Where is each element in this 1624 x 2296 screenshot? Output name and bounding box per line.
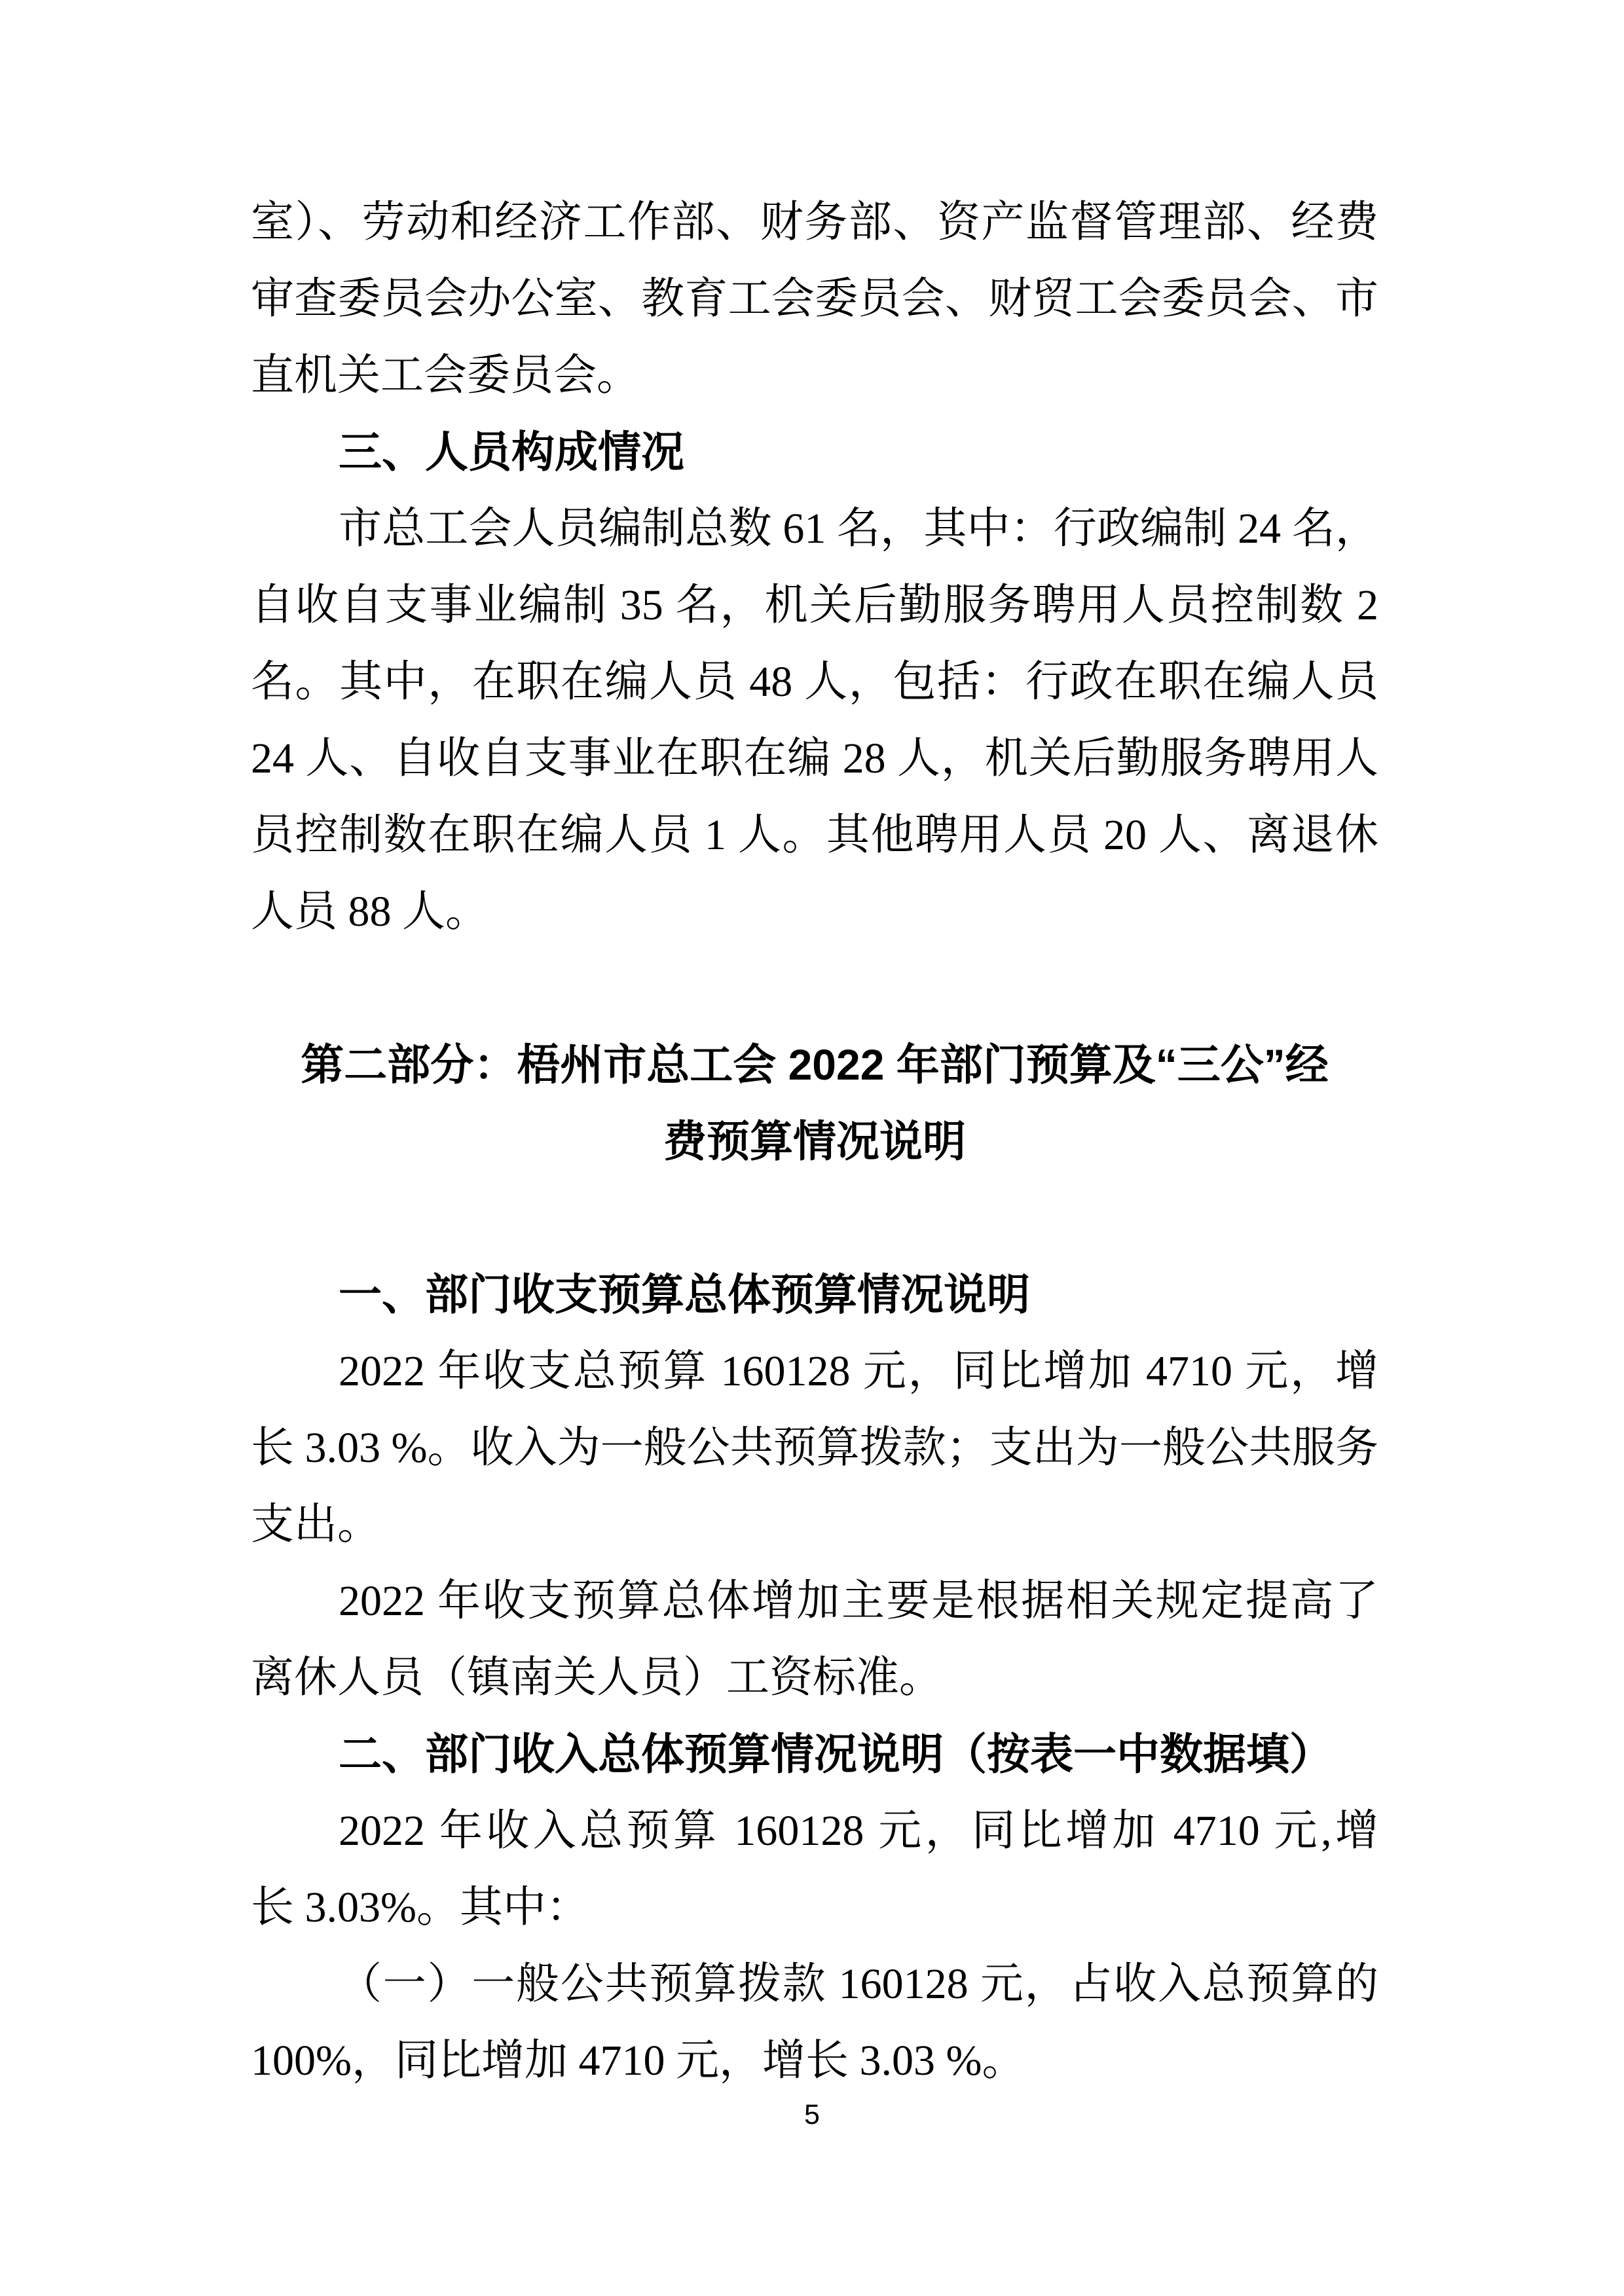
text-line: 室）、劳动和经济工作部、财务部、资产监督管理部、经费 [251,198,1378,246]
text-line: 名。其中，在职在编人员 48 人，包括：行政在职在编人员 [251,658,1378,706]
text-line: 2022 年收支预算总体增加主要是根据相关规定提高了 [339,1577,1378,1625]
text-line: 市总工会人员编制总数 61 名，其中：行政编制 24 名， [339,505,1378,553]
text-line: 支出。 [251,1501,380,1548]
text-line: 离休人员（镇南关人员）工资标准。 [251,1654,942,1702]
text-line: 自收自支事业编制 35 名，机关后勤服务聘用人员控制数 2 [251,581,1378,629]
text-line: 直机关工会委员会。 [251,352,640,399]
text-line: 长 3.03 %。收入为一般公共预算拨款；支出为一般公共服务 [251,1424,1378,1472]
page-number: 5 [804,2099,820,2130]
text-line: 100%，同比增加 4710 元，增长 3.03 %。 [251,2037,1025,2085]
text-line: 长 3.03%。其中： [251,1884,589,1931]
text-line: 2022 年收入总预算 160128 元，同比增加 4710 元,增 [339,1807,1378,1855]
heading-line: 二、部门收入总体预算情况说明（按表一中数据填） [339,1730,1333,1778]
heading-line: 三、人员构成情况 [339,428,684,476]
blank-line [251,1180,1378,1256]
text-line: 员控制数在职在编人员 1 人。其他聘用人员 20 人、离退休 [251,811,1378,859]
heading-line: 费预算情况说明 [663,1117,966,1165]
text-line: 2022 年收支总预算 160128 元，同比增加 4710 元，增 [339,1347,1378,1395]
blank-line [251,950,1378,1027]
text-line: 24 人、自收自支事业在职在编 28 人，机关后勤服务聘用人 [251,735,1378,782]
text-line: 审查委员会办公室、教育工会委员会、财贸工会委员会、市 [251,275,1378,323]
heading-line: 一、部门收支预算总体预算情况说明 [339,1270,1030,1319]
text-line: （一）一般公共预算拨款 160128 元，占收入总预算的 [339,1960,1378,2008]
text-block [251,184,1378,2099]
text-line: 人员 88 人。 [251,888,489,936]
heading-line: 第二部分：梧州市总工会 2022 年部门预算及“三公”经 [301,1040,1329,1089]
